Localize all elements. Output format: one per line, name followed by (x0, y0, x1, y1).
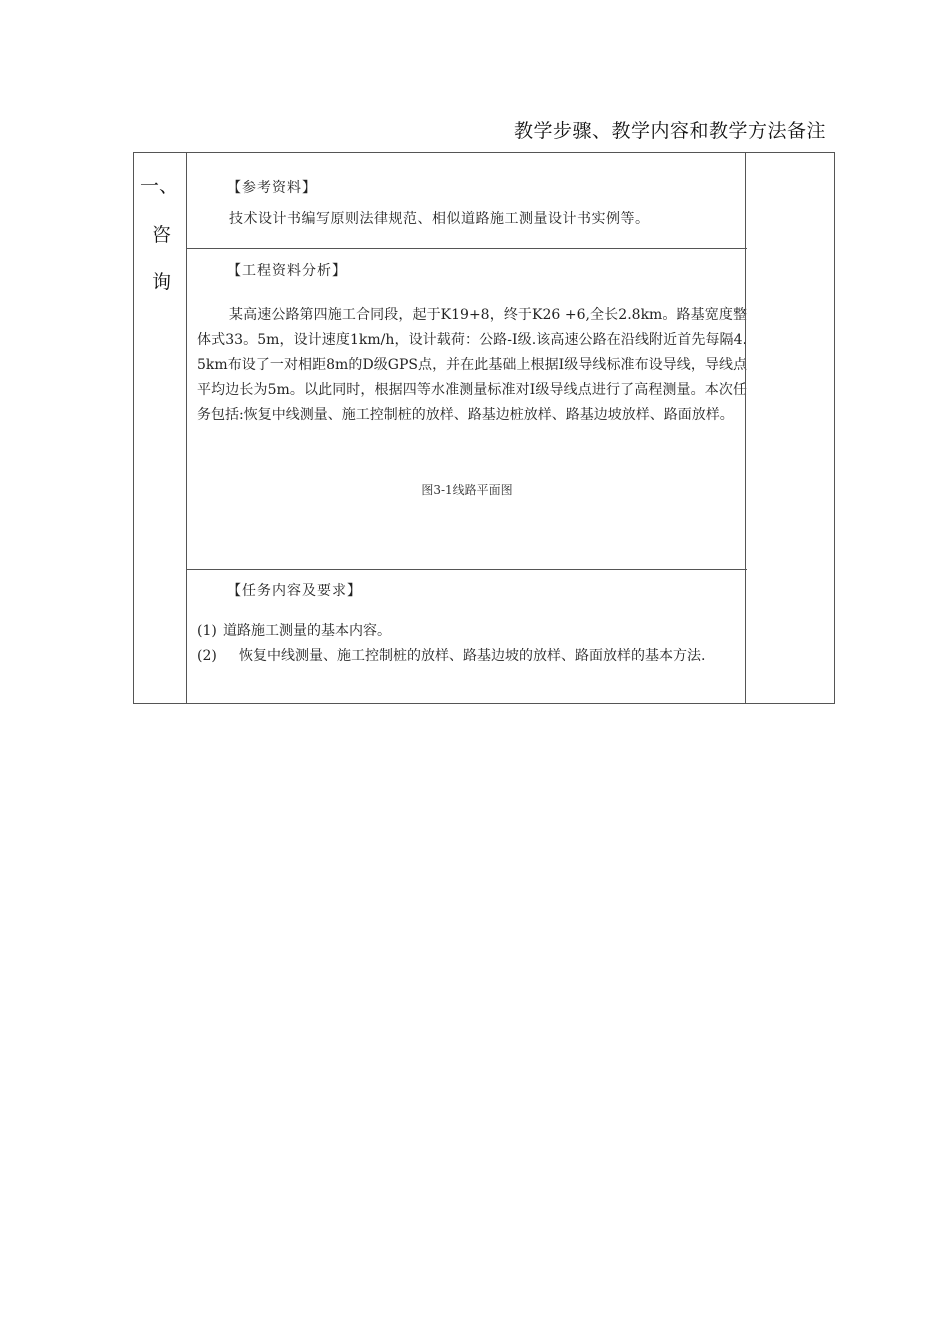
requirement-number: (1) (197, 623, 217, 639)
requirement-item (197, 644, 747, 669)
requirements-section (187, 570, 747, 705)
analysis-title: 【工程资料分析】 (227, 263, 347, 279)
requirements-title: 【任务内容及要求】 (227, 583, 362, 599)
requirement-text: 道路施工测量的基本内容。 (223, 623, 391, 639)
content-column (187, 153, 747, 703)
step-number: 一、 (140, 175, 179, 197)
page-title: 教学步骤、教学内容和教学方法备注 (513, 120, 826, 142)
reference-title: 【参考资料】 (227, 180, 317, 196)
reference-section (187, 153, 747, 249)
step-label-char-2: 询 (152, 271, 172, 293)
step-column (134, 153, 187, 703)
step-label-char-1: 咨 (152, 224, 172, 246)
figure-caption: 图3-1线路平面图 (421, 483, 513, 497)
analysis-paragraph: 某高速公路第四施工合同段，起于K19+8，终于K26 +6,全长2.8km。路基宽度整体式33。5m，设计速度1km/h，设计载荷：公路-I级.该高速公路在沿线附近首先每隔4.5km布设了一对相距8m的D级GPS点，并在此基础上根据I级导线标准布设导线，导线点平均边长为5m。以此同时，根据四等水准测量标准对I级导线点进行了高程测量。本次任务包括:恢复中线测量、施工控制桩的放样、路基边桩放样、路基边坡放样、路面放样。 (197, 307, 747, 423)
remarks-column (745, 153, 834, 703)
requirement-item (197, 619, 747, 644)
lesson-table (133, 152, 835, 704)
reference-text: 技术设计书编写原则法律规范、相似道路施工测量设计书实例等。 (229, 211, 650, 227)
analysis-section (187, 249, 747, 570)
requirement-number: (2) (197, 648, 217, 664)
requirement-text: 恢复中线测量、施工控制桩的放样、路基边坡的放样、路面放样的基本方法. (239, 648, 706, 664)
